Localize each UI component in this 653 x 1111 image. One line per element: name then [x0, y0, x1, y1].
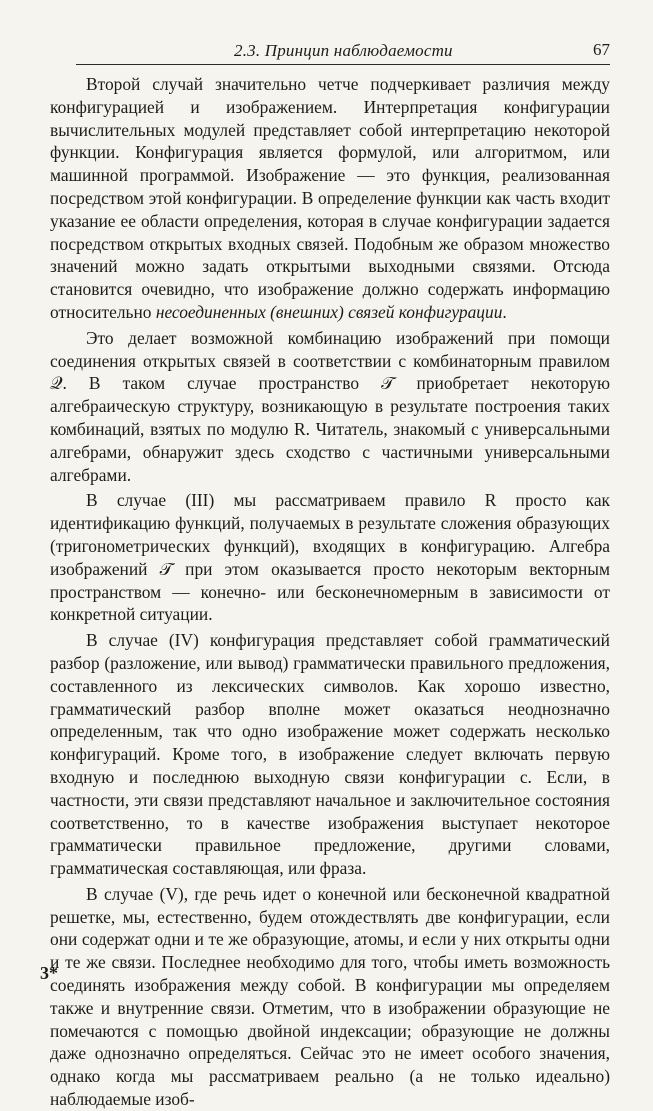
paragraph-3: В случае (III) мы рассматриваем правило R просто как идентификацию функций, получаемых в результате сложения образующих (тригонометрических функций), входящих в конфигурацию. Алгебра изображений 𝒯 при этом оказывается просто некоторым векторным пространством — конечно- или бесконечномерным в зависимости от конкретной ситуации.	[50, 490, 610, 625]
signature-mark: 3*	[40, 963, 58, 983]
paragraph-1	[50, 73, 610, 324]
page-number: 67	[593, 40, 610, 59]
paragraph-2: Это делает возможной комбинацию изображений при помощи соединения открытых связей в соответствии с комбинаторным правилом 𝒬. В таком случае пространство 𝒯 приобретает некоторую алгебраическую структуру, возникающую в результате построения таких комбинаций, взятых по модулю R. Читатель, знакомый с универсальными алгебрами, обнаружит здесь сходство с частичными универсальными алгебрами.	[50, 327, 610, 485]
paragraph-4: В случае (IV) конфигурация представляет собой грамматический разбор (разложение, или вывод) грамматически правильного предложения, составленного из лексических символов. Как хорошо известно, грамматический разбор вполне может оказаться неоднозначно определенным, так что одно изображение может содержать несколько конфигураций. Кроме того, в изображение следует включать первую входную и последнюю выходную связи конфигурации c. Если, в частности, эти связи представляют начальное и заключительное состояния соответственно, то в качестве изображения выступает некоторое грамматически правильное предложение, другими словами, грамматическая составляющая, или фраза.	[50, 630, 610, 879]
running-header	[76, 38, 610, 65]
section-title: 2.3. Принцип наблюдаемости	[234, 41, 453, 60]
page-body	[50, 73, 610, 1111]
paragraph-1-italic: несоединенных (внешних) связей конфигурации	[155, 301, 503, 322]
paragraph-1-text: Второй случай значительно четче подчеркивает различия между конфигурацией и изображением. Интерпретация конфигурации вычислительных модулей представляет собой интерпретацию некоторой функции. Конфигурация является формулой, или алгоритмом, или машинной программой. Изображение — это функция, реализованная посредством этой конфигурации. В определение функции как часть входит указание ее области определения, которая в случае конфигурации задается посредством открытых входных связей. Подобным же образом множество значений можно задать открытыми выходными связями. Отсюда становится очевидно, что изображение должно содержать информацию относительно	[50, 74, 610, 322]
paragraph-1-tail: .	[502, 301, 507, 322]
paragraph-5: В случае (V), где речь идет о конечной или бесконечной квадратной решетке, мы, естественно, будем отождествлять две конфигурации, если они содержат одни и те же образующие, атомы, и если у них открыты одни и те же связи. Последнее необходимо для того, чтобы иметь возможность соединять изображения между собой. В конфигурации мы определяем также и внутренние связи. Отметим, что в изображении образующие не помечаются с помощью двойной индексации; образующие не должны даже однозначно определяться. Сейчас это не имеет особого значения, однако когда мы рассматриваем реально (а не только идеально) наблюдаемые изоб-	[50, 883, 610, 1110]
